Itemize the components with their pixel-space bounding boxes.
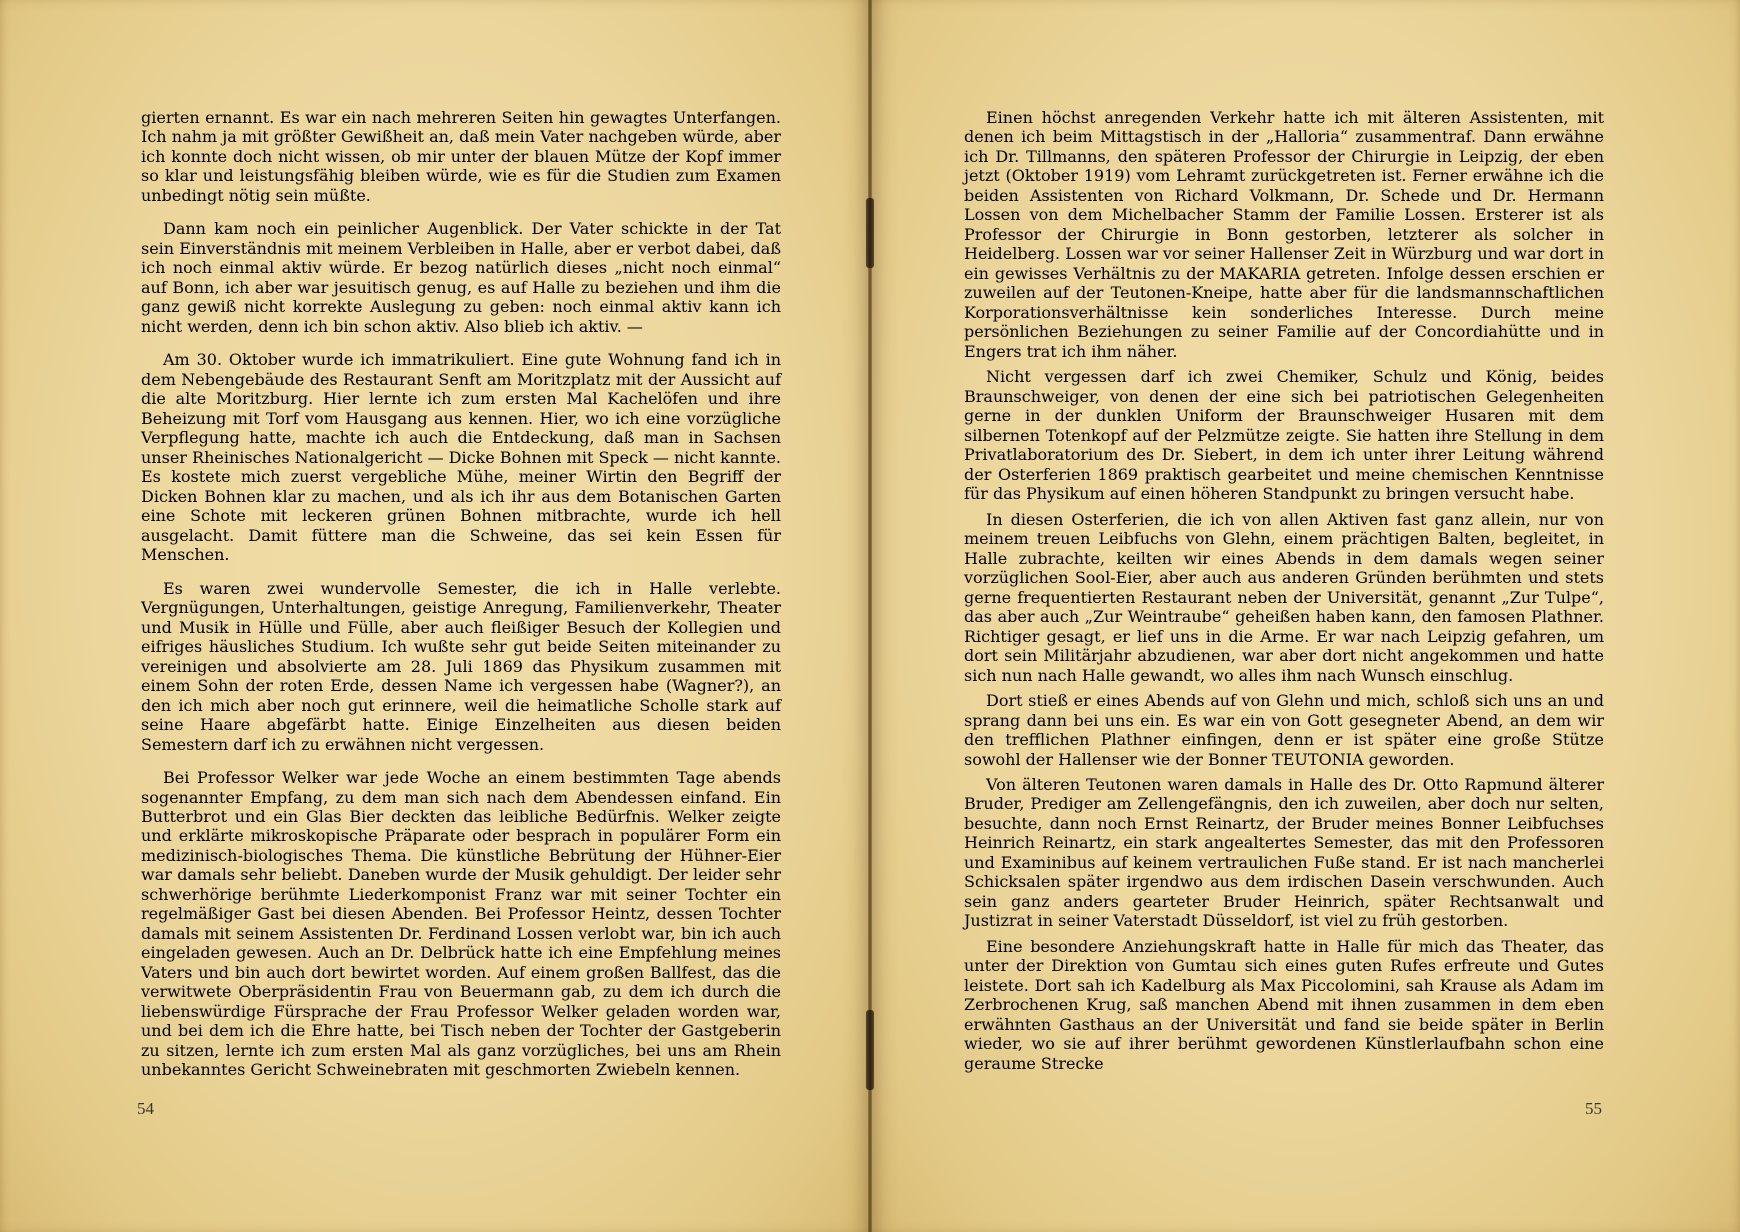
paragraph: Nicht vergessen darf ich zwei Chemiker, Schulz und König, beides Braunschweiger, von denen der eine sich bei patriotischen Gelegenheiten gerne in der dunklen Uniform der Braunschweiger Husaren mit dem silbernen Totenkopf auf der Pelzmütze zeigte. Sie hatten ihre Stellung in dem Privatlaboratorium des Dr. Siebert, in dem ich unter ihrer Leitung während der Osterferien 1869 praktisch gearbeitet und meine chemischen Kenntnisse für das Physikum auf einen höheren Standpunkt zu bringen versucht habe. bbox=[964, 367, 1604, 504]
paragraph: Dann kam noch ein peinlicher Augenblick. Der Vater schickte in der Tat sein Einverständnis mit meinem Verbleiben in Halle, aber er verbot dabei, daß ich noch einmal aktiv würde. Er bezog natürlich dieses „nicht noch einmal“ auf Bonn, ich aber war jesuitisch genug, es auf Halle zu beziehen und ihm die ganz gewiß nicht korrekte Auslegung zu geben: noch einmal aktiv kann ich nicht werden, denn ich bin schon aktiv. Also blieb ich aktiv. — bbox=[141, 219, 781, 336]
paragraph: Dort stieß er eines Abends auf von Glehn und mich, schloß sich uns an und sprang dann bei uns ein. Es war ein von Gott gesegneter Abend, an dem wir den trefflichen Plathner einfingen, denn er ist später eine große Stütze sowohl der Hallenser wie der Bonner TEUTONIA geworden. bbox=[964, 691, 1604, 769]
paragraph: gierten ernannt. Es war ein nach mehreren Seiten hin gewagtes Unterfangen. Ich nahm ja mit größter Gewißheit an, daß mein Vater nachgeben würde, aber ich konnte doch nicht wissen, ob mir unter der blauen Mütze der Kopf immer so klar und leistungsfähig bleiben würde, wie es für die Studien zum Examen unbedingt nötig sein müßte. bbox=[141, 108, 781, 205]
paragraph: Bei Professor Welker war jede Woche an einem bestimmten Tage abends sogenannter Empfang, zu dem man sich nach dem Abendessen einfand. Ein Butterbrot und ein Glas Bier deckten das leibliche Bedürfnis. Welker zeigte und erklärte mikroskopische Präparate oder besprach in populärer Form ein medizinisch-biologisches Thema. Die künstliche Bebrütung der Hühner-Eier war damals sehr beliebt. Daneben wurde der Musik gehuldigt. Der leider sehr schwerhörige berühmte Liederkomponist Franz war mit seiner Tochter ein regelmäßiger Gast bei diesen Abenden. Bei Professor Heintz, dessen Tochter damals mit seinem Assistenten Dr. Ferdinand Lossen verlobt war, bin ich auch eingeladen gewesen. Auch an Dr. Delbrück hatte ich eine Empfehlung meines Vaters und bin auch dort bewirtet worden. Auf einem großen Ballfest, das die verwitwete Oberpräsidentin Frau von Beuermann gab, zu dem ich durch die liebenswürdige Fürsprache der Frau Professor Welker geladen worden war, und bei dem ich die Ehre hatte, bei Tisch neben der Tochter der Gastgeberin zu sitzen, lernte ich zum ersten Mal als ganz vorzügliches, bei uns am Rhein unbekanntes Gericht Schweinebraten mit geschmorten Zwiebeln kennen. bbox=[141, 768, 781, 1080]
paragraph: Einen höchst anregenden Verkehr hatte ich mit älteren Assistenten, mit denen ich beim Mittagstisch in der „Halloria“ zusammentraf. Dann erwähne ich Dr. Tillmanns, den späteren Professor der Chirurgie in Leipzig, der eben jetzt (Oktober 1919) vom Lehramt zurückgetreten ist. Ferner erwähne ich die beiden Assistenten von Richard Volkmann, Dr. Schede und Dr. Hermann Lossen von dem Michelbacher Stamm der Familie Lossen. Ersterer ist als Professor der Chirurgie in Bonn gestorben, letzterer als solcher in Heidelberg. Lossen war vor seiner Hallenser Zeit in Würzburg und war dort in ein gewisses Verhältnis zu der MAKARIA getreten. Infolge dessen erschien er zuweilen auf der Teutonen-Kneipe, hatte aber für die landsmannschaftlichen Korporationsverhältnisse kein sonderliches Interesse. Durch meine persönlichen Beziehungen zu seiner Familie auf der Concordiahütte und in Engers trat ich ihm näher. bbox=[964, 108, 1604, 361]
paragraph: In diesen Osterferien, die ich von allen Aktiven fast ganz allein, nur von meinem treuen Leibfuchs von Glehn, einem prächtigen Balten, begleitet, in Halle zubrachte, keilten wir eines Abends in dem damals wegen seiner vorzüglichen Sool-Eier, aber auch aus anderen Gründen berühmten und stets gerne frequentierten Restaurant neben der Universität, genannt „Zur Tulpe“, das aber auch „Zur Weintraube“ geheißen haben kann, den famosen Plathner. Richtiger gesagt, er lief uns in die Arme. Er war nach Leipzig gefahren, um dort sein Militärjahr abzudienen, war aber dort nicht angekommen und hatte sich nun nach Halle gewandt, wo alles ihm nach Wunsch einschlug. bbox=[964, 509, 1604, 685]
right-text-column bbox=[964, 108, 1604, 1079]
paragraph: Am 30. Oktober wurde ich immatrikuliert. Eine gute Wohnung fand ich in dem Nebengebäude des Restaurant Senft am Moritzplatz mit der Aussicht auf die alte Moritzburg. Hier lernte ich zum ersten Mal Kachelöfen und ihre Beheizung mit Torf vom Hausgang aus kennen. Hier, wo ich eine vorzügliche Verpflegung hatte, machte ich auch die Entdeckung, daß man in Sachsen unser Rheinisches Nationalgericht — Dicke Bohnen mit Speck — nicht kannte. Es kostete mich zuerst vergebliche Mühe, meiner Wirtin den Begriff der Dicken Bohnen klar zu machen, und als ich ihr aus dem Botanischen Garten eine Schote mit leckeren grünen Bohnen mitbrachte, wurde ich hell ausgelacht. Damit füttere man die Schweine, das sei kein Essen für Menschen. bbox=[141, 350, 781, 565]
binding-staple-bottom bbox=[866, 1010, 874, 1090]
paragraph: Eine besondere Anziehungskraft hatte in Halle für mich das Theater, das unter der Direktion von Gumtau sich eines guten Rufes erfreute und Gutes leistete. Dort sah ich Kadelburg als Max Piccolomini, sah Krause als Adam im Zerbrochenen Krug, saß manchen Abend mit ihnen zusammen in dem eben erwähnten Gasthaus an der Universität und fand sie beide später in Berlin wieder, wo sie auf ihrer berühmt gewordenen Künstlerlaufbahn schon eine geraume Strecke bbox=[964, 936, 1604, 1073]
paragraph: Es waren zwei wundervolle Semester, die ich in Halle verlebte. Vergnügungen, Unterhaltungen, geistige Anregung, Familienverkehr, Theater und Musik in Hülle und Fülle, aber auch fleißiger Besuch der Kollegien und eifriges häusliches Studium. Ich wußte sehr gut beide Seiten miteinander zu vereinigen und absolvierte am 28. Juli 1869 das Physikum zusammen mit einem Sohn der roten Erde, dessen Name ich vergessen habe (Wagner?), an den ich mich aber noch gut erinnere, weil die heimatliche Scholle stark auf seine Haare abgefärbt hatte. Einige Einzelheiten aus diesen beiden Semestern darf ich zu erwähnen nicht vergessen. bbox=[141, 578, 781, 754]
binding-staple-top bbox=[866, 198, 874, 268]
page-number-right: 55 bbox=[1585, 1099, 1602, 1118]
paragraph: Von älteren Teutonen waren damals in Halle des Dr. Otto Rapmund älterer Bruder, Prediger am Zellengefängnis, den ich zuweilen, aber doch nur selten, besuchte, dann noch Ernst Reinartz, der Bruder meines Bonner Leibfuchses Heinrich Reinartz, ein stark angealtertes Semester, das mit den Professoren und Examinibus auf keinem vertraulichen Fuße stand. Er ist nach mancherlei Schicksalen später irgendwo aus dem irdischen Dasein verschwunden. Auch sein ganz anders gearteter Bruder Heinrich, später Rechtsanwalt und Justizrat in seiner Vaterstadt Düsseldorf, ist viel zu früh gestorben. bbox=[964, 774, 1604, 931]
left-text-column bbox=[141, 108, 781, 1094]
page-number-left: 54 bbox=[137, 1099, 154, 1118]
